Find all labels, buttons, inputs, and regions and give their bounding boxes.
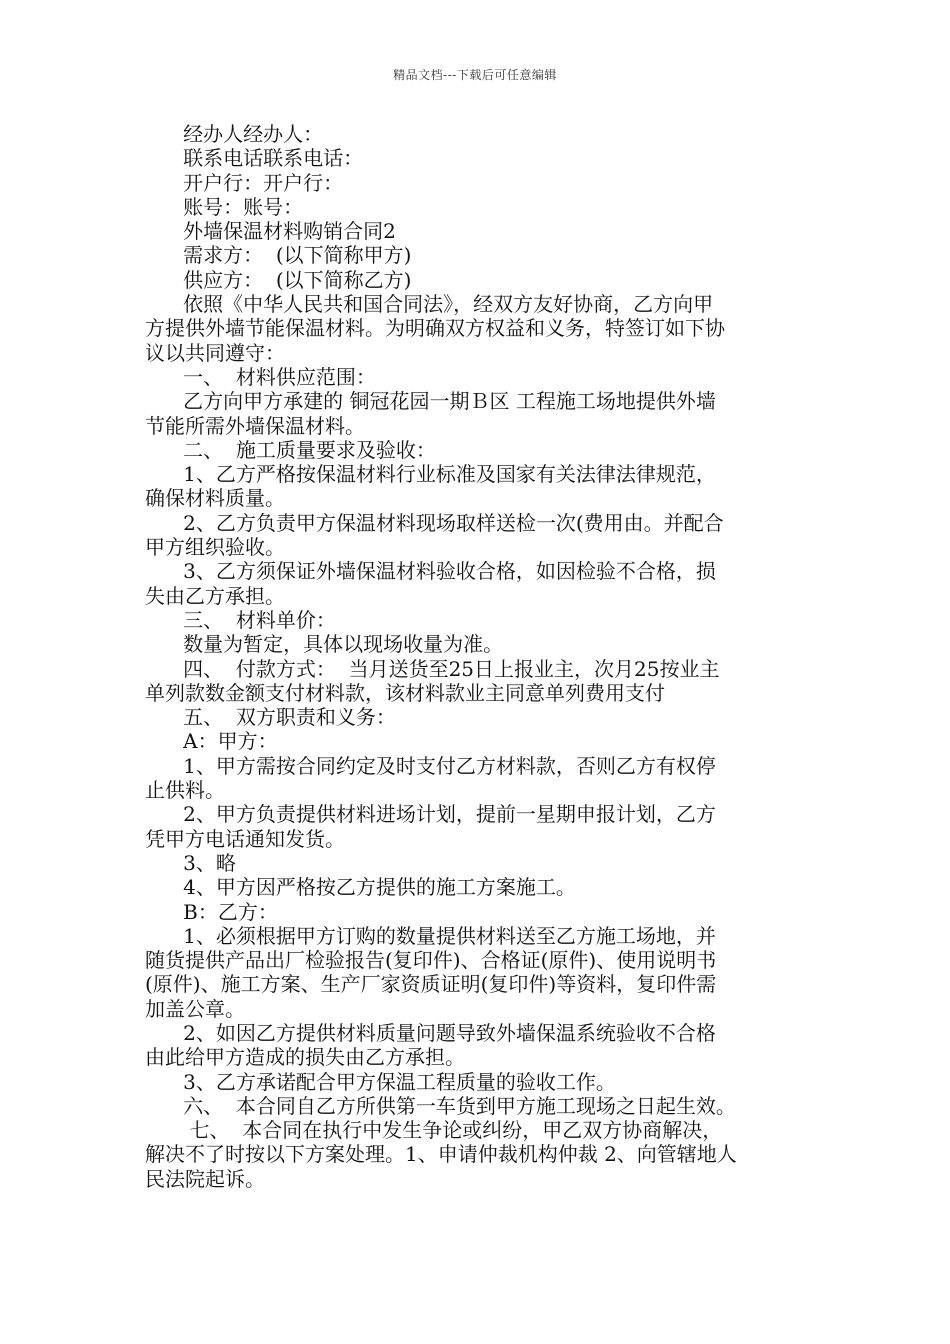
text-line: B：乙方： bbox=[145, 899, 278, 924]
text-line: 开户行：开户行： bbox=[145, 170, 344, 195]
text-line: 凭甲方电话通知发货。 bbox=[145, 826, 345, 851]
text-line: 单列款数金额支付材料款，该材料款业主同意单列费用支付 bbox=[145, 680, 665, 705]
text-line: (原件)、施工方案、生产厂家资质证明(复印件)等资料，复印件需 bbox=[145, 972, 717, 997]
document-body bbox=[145, 122, 810, 1191]
text-line: 联系电话联系电话： bbox=[145, 146, 364, 171]
text-line: 账号：账号： bbox=[145, 194, 304, 219]
text-line: 2、乙方负责甲方保温材料现场取样送检一次(费用由。并配合 bbox=[145, 510, 724, 535]
text-line: 供应方： (以下简称乙方) bbox=[145, 267, 412, 292]
text-line: 2、如因乙方提供材料质量问题导致外墙保温系统验收不合格 bbox=[145, 1020, 716, 1045]
text-line: 外墙保温材料购销合同2 bbox=[145, 219, 396, 244]
text-line: 甲方组织验收。 bbox=[145, 535, 285, 560]
text-line: 七、 本合同在执行中发生争论或纠纷，甲乙双方协商解决， bbox=[145, 1118, 723, 1143]
text-line: 节能所需外墙保温材料。 bbox=[145, 413, 365, 438]
text-line: 1、甲方需按合同约定及时支付乙方材料款，否则乙方有权停 bbox=[145, 753, 716, 778]
text-line: 二、 施工质量要求及验收： bbox=[145, 437, 436, 462]
text-line: 4、甲方因严格按乙方提供的施工方案施工。 bbox=[145, 875, 576, 900]
text-line: A：甲方： bbox=[145, 729, 278, 754]
text-line: 3、略 bbox=[145, 850, 236, 875]
text-line: 3、乙方须保证外墙保温材料验收合格，如因检验不合格，损 bbox=[145, 559, 716, 584]
text-line: 失由乙方承担。 bbox=[145, 583, 285, 608]
text-line: 四、 付款方式： 当月送货至25日上报业主，次月25按业主 bbox=[145, 656, 720, 681]
text-line: 一、 材料供应范围： bbox=[145, 364, 376, 389]
text-line: 3、乙方承诺配合甲方保温工程质量的验收工作。 bbox=[145, 1069, 616, 1094]
text-line: 民法院起诉。 bbox=[145, 1166, 265, 1191]
text-line: 解决不了时按以下方案处理。1、申请仲裁机构仲裁 2、向管辖地人 bbox=[145, 1142, 737, 1167]
text-line: 数量为暂定，具体以现场收量为准。 bbox=[145, 632, 504, 657]
text-line: 2、甲方负责提供材料进场计划，提前一星期申报计划，乙方 bbox=[145, 802, 716, 827]
text-line: 六、 本合同自乙方所供第一车货到甲方施工现场之日起生效。 bbox=[145, 1093, 736, 1118]
text-line: 随货提供产品出厂检验报告(复印件)、合格证(原件)、使用说明书 bbox=[145, 948, 717, 973]
text-line: 由此给甲方造成的损失由乙方承担。 bbox=[145, 1045, 465, 1070]
text-line: 确保材料质量。 bbox=[145, 486, 285, 511]
text-line: 议以共同遵守： bbox=[145, 340, 285, 365]
text-line: 需求方： (以下简称甲方) bbox=[145, 243, 412, 268]
text-line: 1、必须根据甲方订购的数量提供材料送至乙方施工场地，并 bbox=[145, 923, 716, 948]
text-line: 方提供外墙节能保温材料。为明确双方权益和义务，特签订如下协 bbox=[145, 316, 725, 341]
text-line: 乙方向甲方承建的 铜冠花园一期Ｂ区 工程施工场地提供外墙 bbox=[145, 389, 716, 414]
text-line: 三、 材料单价： bbox=[145, 607, 336, 632]
text-line: 止供料。 bbox=[145, 778, 225, 803]
text-line: 1、乙方严格按保温材料行业标准及国家有关法律法律规范， bbox=[145, 462, 716, 487]
text-line: 依照《中华人民共和国合同法》，经双方友好协商，乙方向甲 bbox=[145, 292, 714, 317]
text-line: 经办人经办人： bbox=[145, 122, 324, 146]
text-line: 五、 双方职责和义务： bbox=[145, 705, 396, 730]
page-header: 精品文档---下载后可任意编辑 bbox=[393, 68, 557, 82]
text-line: 加盖公章。 bbox=[145, 996, 245, 1021]
